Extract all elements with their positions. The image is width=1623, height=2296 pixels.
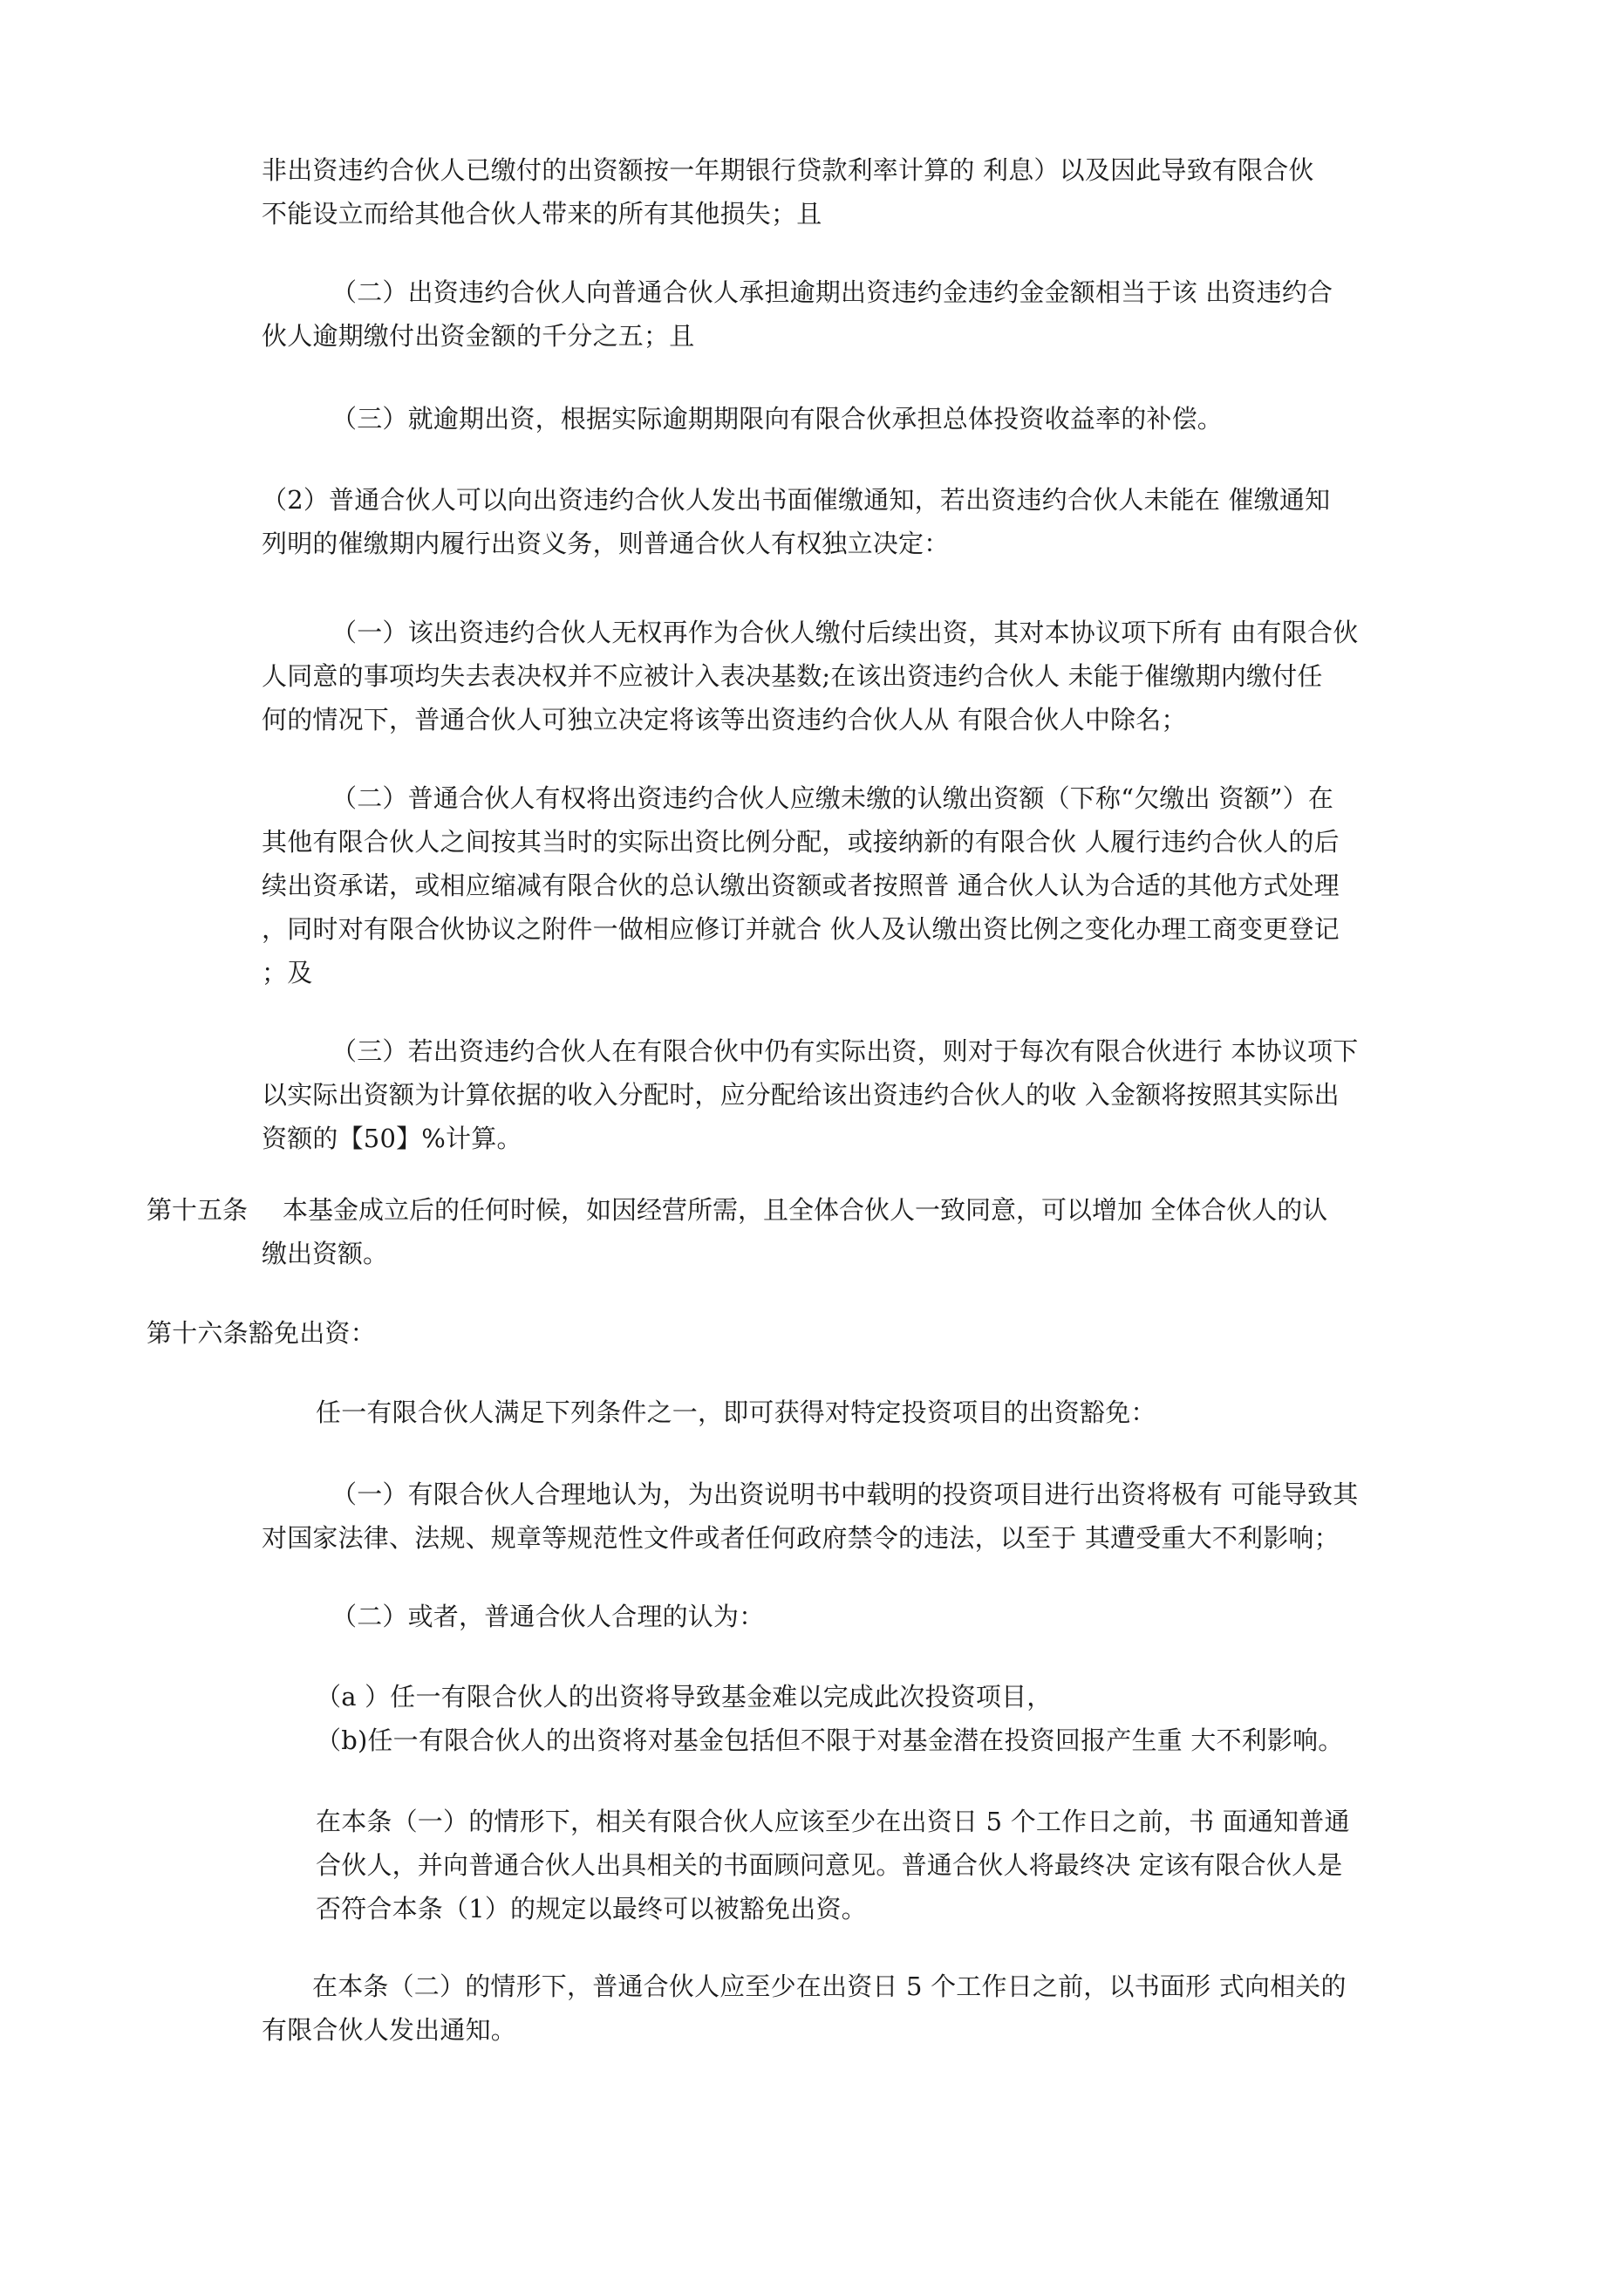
article-15-label: 第十五条: [147, 1195, 249, 1225]
paragraph-11b: （b)任一有限合伙人的出资将对基金包括但不限于对基金潜在投资回报产生重 大不利影响。: [316, 1725, 1344, 1755]
paragraph-5: （一）该出资违约合伙人无权再作为合伙人缴付后续出资，其对本协议项下所有 由有限合伙 人同意的事项均失去表决权并不应被计入表决基数;在该出资违约合伙人 未能于催缴期内缴付任 何的情况下，普通合伙人可独立决定将该等出资违约合伙人从 有限合伙人中除名；: [262, 618, 1359, 735]
paragraph-1: 非出资违约合伙人已缴付的出资额按一年期银行贷款利率计算的 利息）以及因此导致有限合伙 不能设立而给其他合伙人带来的所有其他损失；且: [262, 155, 1314, 229]
paragraph-13: 在本条（二）的情形下，普通合伙人应至少在出资日 5 个工作日之前，以书面形 式向相关的 有限合伙人发出通知。: [262, 1971, 1347, 2045]
paragraph-3: （三）就逾期出资，根据实际逾期期限向有限合伙承担总体投资收益率的补偿。: [331, 404, 1224, 434]
paragraph-7: （三）若出资违约合伙人在有限合伙中仍有实际出资，则对于每次有限合伙进行 本协议项下 以实际出资额为计算依据的收入分配时，应分配给该出资违约合伙人的收 入金额将按照其实际出 资额的【50】%计算。: [262, 1036, 1359, 1153]
article-16-heading: 第十六条豁免出资：: [147, 1318, 376, 1348]
paragraph-6: （二）普通合伙人有权将出资违约合伙人应缴未缴的认缴出资额（下称“欠缴出 资额”）在 其他有限合伙人之间按其当时的实际出资比例分配，或接纳新的有限合伙 人履行违约合伙人的后 续出资承诺，或相应缩减有限合伙的总认缴出资额或者按照普 通合伙人认为合适的其他方式处理 ，同时对有限合伙协议之附件一做相应修订并就合 伙人及认缴出资比例之变化办理工商变更登记 ；及: [262, 783, 1340, 987]
paragraph-8: 任一有限合伙人满足下列条件之一，即可获得对特定投资项目的出资豁免：: [316, 1397, 1156, 1427]
paragraph-4: （2）普通合伙人可以向出资违约合伙人发出书面催缴通知，若出资违约合伙人未能在 催缴通知 列明的催缴期内履行出资义务，则普通合伙人有权独立决定：: [262, 485, 1331, 558]
paragraph-11a: （a ）任一有限合伙人的出资将导致基金难以完成此次投资项目，: [316, 1682, 1053, 1712]
paragraph-12: 在本条（一）的情形下，相关有限合伙人应该至少在出资日 5 个工作日之前，书 面通知普通 合伙人，并向普通合伙人出具相关的书面顾问意见。普通合伙人将最终决 定该有限合伙人是 否符合本条（1）的规定以最终可以被豁免出资。: [316, 1807, 1350, 1924]
paragraph-10: （二）或者，普通合伙人合理的认为：: [331, 1602, 765, 1631]
article-15-body: 本基金成立后的任何时候，如因经营所需，且全体合伙人一致同意，可以增加 全体合伙人的认 缴出资额。: [262, 1195, 1328, 1268]
paragraph-9: （一）有限合伙人合理地认为，为出资说明书中载明的投资项目进行出资将极有 可能导致其 对国家法律、法规、规章等规范性文件或者任何政府禁令的违法，以至于 其遭受重大不利影响；: [262, 1479, 1359, 1553]
paragraph-2: （二）出资违约合伙人向普通合伙人承担逾期出资违约金违约金金额相当于该 出资违约合 伙人逾期缴付出资金额的千分之五；且: [262, 277, 1333, 351]
